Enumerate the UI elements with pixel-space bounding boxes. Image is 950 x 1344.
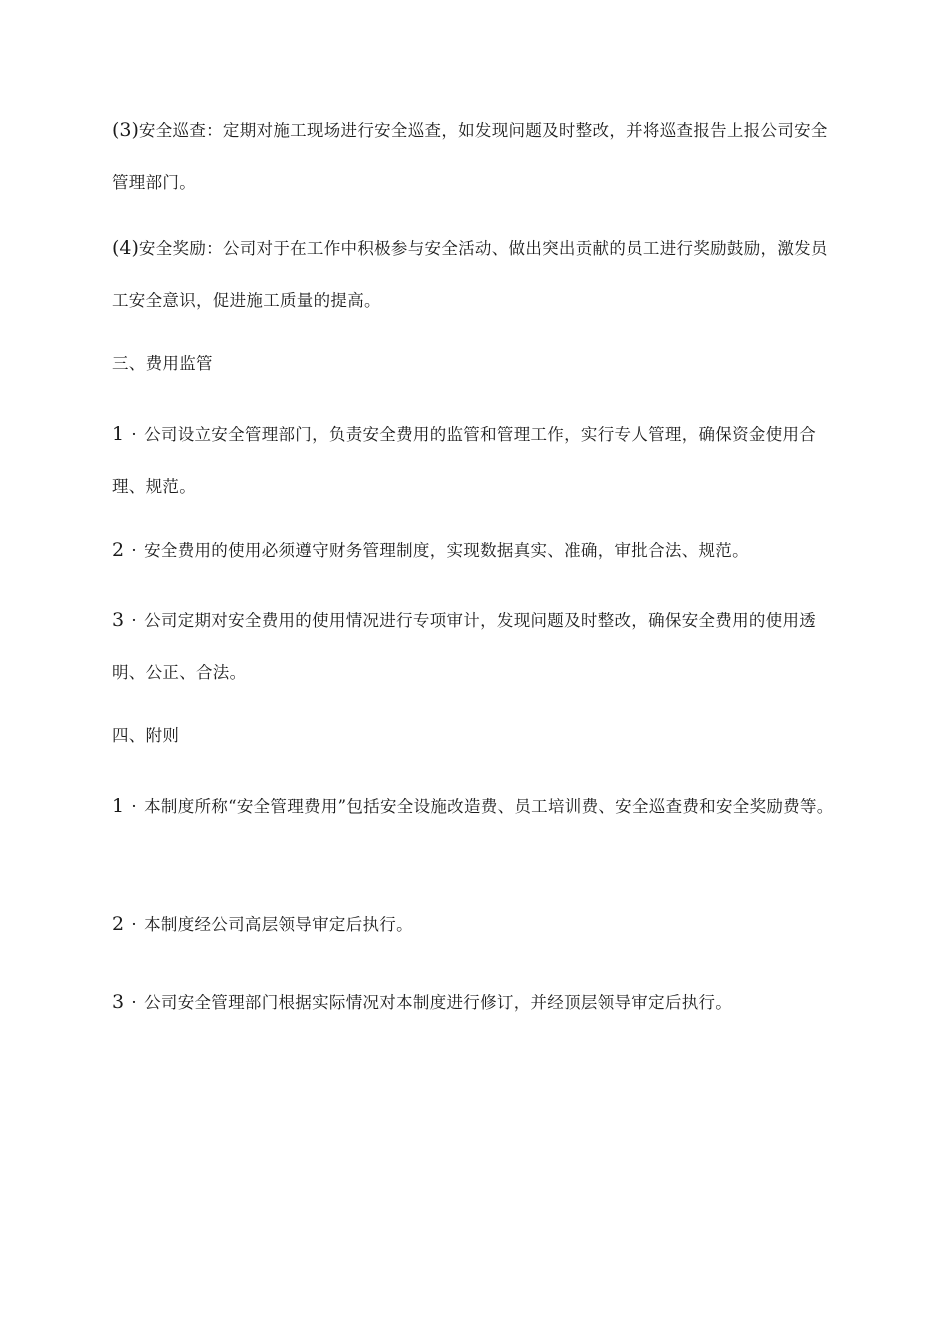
paragraph-item-4 [112, 222, 842, 327]
paragraph-text: 安全巡查：定期对施工现场进行安全巡查，如发现问题及时整改，并将巡查报告上报公司安全管理部门。 [112, 121, 828, 192]
item-marker: 2 [112, 913, 125, 935]
paragraph-appendix-3 [112, 976, 842, 1029]
item-marker: (4) [112, 237, 139, 259]
paragraph-appendix-1 [112, 780, 842, 833]
item-dot: · [131, 611, 137, 630]
paragraph-fee-2 [112, 524, 842, 577]
item-dot: · [131, 425, 137, 444]
paragraph-item-3 [112, 104, 842, 209]
item-dot: · [131, 797, 137, 816]
item-marker: 3 [112, 609, 125, 631]
item-marker: 3 [112, 991, 125, 1013]
paragraph-fee-3 [112, 594, 842, 699]
item-marker: (3) [112, 119, 139, 141]
section-heading-fee-supervision: 三、费用监管 [112, 354, 213, 373]
item-marker: 1 [112, 423, 125, 445]
paragraph-appendix-2 [112, 898, 842, 951]
item-dot: · [131, 993, 137, 1012]
section-heading-appendix: 四、附则 [112, 726, 180, 745]
paragraph-text: 公司设立安全管理部门，负责安全费用的监管和管理工作，实行专人管理，确保资金使用合理、规范。 [112, 425, 817, 496]
item-dot: · [131, 541, 137, 560]
paragraph-text: 安全费用的使用必须遵守财务管理制度，实现数据真实、准确，审批合法、规范。 [144, 541, 749, 560]
paragraph-text: 公司安全管理部门根据实际情况对本制度进行修订，并经顶层领导审定后执行。 [144, 993, 733, 1012]
paragraph-fee-1 [112, 408, 842, 513]
paragraph-text: 公司定期对安全费用的使用情况进行专项审计，发现问题及时整改，确保安全费用的使用透明、公正、合法。 [112, 611, 817, 682]
item-dot: · [131, 915, 137, 934]
item-marker: 2 [112, 539, 125, 561]
paragraph-text: 本制度经公司高层领导审定后执行。 [144, 915, 413, 934]
paragraph-text: 安全奖励：公司对于在工作中积极参与安全活动、做出突出贡献的员工进行奖励鼓励，激发员工安全意识，促进施工质量的提高。 [112, 239, 828, 310]
paragraph-text: 本制度所称“安全管理费用”包括安全设施改造费、员工培训费、安全巡查费和安全奖励费等。 [144, 797, 834, 816]
item-marker: 1 [112, 795, 125, 817]
